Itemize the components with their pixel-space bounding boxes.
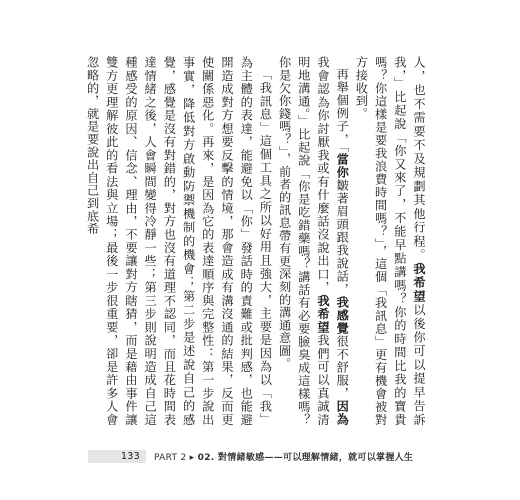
running-head-chapter: 02. 對情緒敏感——可以理解情緒，就可以掌握人生 xyxy=(197,452,414,463)
paragraph xyxy=(351,56,428,426)
emphasis-text: 我希望 xyxy=(315,294,330,334)
body-text: 很不舒服， xyxy=(335,335,350,401)
paragraph xyxy=(82,56,274,426)
body-text: 以後你可以提早告訴我，」比起說「你又來了，不能早點講嗎？你的時間比我的寶貴嗎？你這樣是要我浪費時間嗎？」，這個「我訊息」更有機會被對方接收到。 xyxy=(354,56,426,427)
body-text: 再舉個例子，「 xyxy=(335,68,350,154)
vertical-text-block xyxy=(85,56,428,427)
body-text: 皺著眉頭跟我說話， xyxy=(335,179,350,297)
page-number: 133 xyxy=(120,450,140,462)
paragraph xyxy=(274,56,351,426)
emphasis-text: 我感覺 xyxy=(335,296,350,336)
emphasis-text: 我希望 xyxy=(412,262,426,304)
body-text: 我會認為你討厭我或有什麼話沒說出口， xyxy=(315,56,330,295)
running-head xyxy=(154,450,413,463)
body-text: 「我訊息」這個工具之所以好用且強大，主要是因為以「我」為主體的表達，能避免以「你」發話時的責難或批判感，也能避開造成對方想要反擊的情境，那會造成有溝沒通的結果，反而更使關係惡化。再來，是因為它的表達順序與完整性：第一步說出事實，降低對方啟動防禦機制的機會；第二步是述說自己的感覺，感覺是沒有對錯的，對方也沒有道理不認同，而且花時間表達情緒之後，人會瞬間變得冷靜一些；第三步則說明造成自己這種感受的原因、信念、理由，不要讓對方瞎猜，而是藉由事件讓雙方更理解彼此的看法與立場；最後一步很重要，卻是許多人會忽略的，就是要說出自己到底希 xyxy=(85,56,273,426)
body-text: 我們可以真誠清明地溝通。」比起說「你是吃錯藥嗎？講話有必要臉臭成這樣嗎？你是欠你錢嗎？」，前者的訊息帶有更深刻的溝通意圖。 xyxy=(277,56,330,426)
emphasis-text: 因為 xyxy=(335,400,350,426)
running-head-part: PART 2 ▸ xyxy=(154,452,195,463)
emphasis-text: 當你 xyxy=(335,153,350,180)
body-text: 人，也不需要不及規劃其他行程。 xyxy=(412,56,426,263)
page-footer xyxy=(88,448,413,464)
page-number-bar xyxy=(88,450,146,463)
